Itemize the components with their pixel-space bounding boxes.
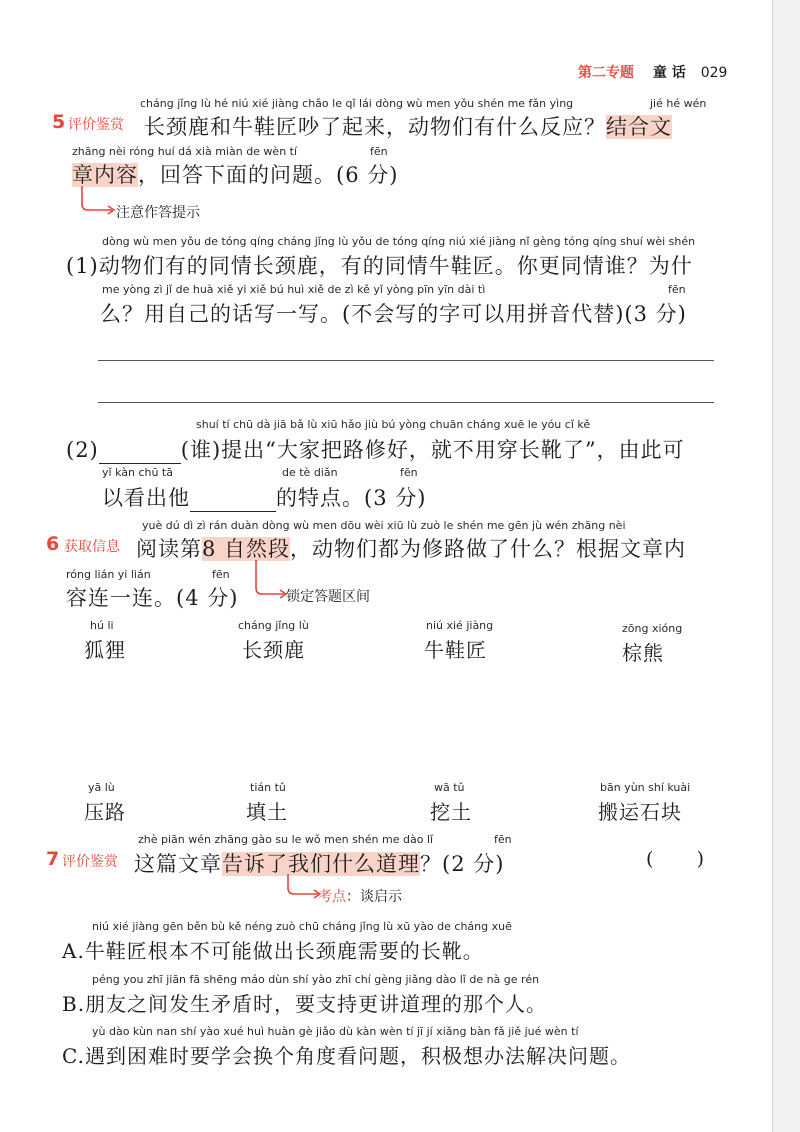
q5-2-line2-pinyin-a: yǐ kàn chū tā (102, 466, 173, 479)
chapter-label: 童 话 (652, 65, 686, 81)
q5-line2: 章内容，回答下面的问题。(6 分) (72, 163, 399, 187)
question-6-tag: 获取信息 (64, 539, 120, 555)
q7-note-label: 考点 (318, 889, 346, 905)
q7-line1-pinyin-b: fēn (494, 833, 512, 846)
action-2[interactable]: 填土 (246, 800, 288, 824)
q5-line1-pinyin-b: jié hé wén (650, 97, 707, 110)
q6-note-arrow (250, 560, 290, 602)
q7-line1-pinyin: zhè piān wén zhāng gào su le wǒ men shén me dào lǐ (138, 833, 434, 846)
option-c-pinyin: yù dào kùn nan shí yào xué huì huàn gè jiǎo dù kàn wèn tí jī jí xiǎng bàn fǎ jiě jué wèn tí (92, 1025, 579, 1038)
action-1[interactable]: 压路 (84, 800, 126, 824)
option-a[interactable]: A.牛鞋匠根本不可能做出长颈鹿需要的长靴。 (62, 939, 484, 963)
section-label: 第二专题 (578, 65, 634, 81)
answer-line-2[interactable] (98, 402, 714, 403)
animal-1[interactable]: 狐狸 (84, 638, 126, 662)
q5-2-line1-pinyin: shuí tí chū dà jiā bǎ lù xiū hǎo jiù bú yòng chuān cháng xuē le yóu cǐ kě (196, 418, 591, 431)
animal-2[interactable]: 长颈鹿 (242, 638, 305, 662)
question-7-number: 7 (46, 848, 60, 870)
q5-line1: 长颈鹿和牛鞋匠吵了起来，动物们有什么反应？结合文 (144, 115, 672, 139)
q6-line1-pinyin: yuè dú dì zì rán duàn dòng wù men dōu wèi xiū lù zuò le shén me gēn jù wén zhāng nèi (142, 519, 626, 532)
q5-2-blank-who[interactable] (99, 441, 181, 464)
page-header (578, 62, 727, 82)
q5-2-line2: 以看出他 的特点。(3 分) (102, 486, 427, 510)
q5-line1-highlight: 结合文 (606, 115, 672, 139)
option-a-pinyin: niú xié jiàng gēn běn bù kě néng zuò chū cháng jǐng lù xū yào de cháng xuē (92, 920, 512, 933)
action-3-pinyin: wā tǔ (434, 781, 465, 794)
q5-note-arrow (78, 186, 118, 216)
q7-highlight: 告诉了我们什么道理 (222, 852, 420, 876)
page-number: 029 (700, 65, 728, 81)
q5-1-line1: (1)动物们有的同情长颈鹿，有的同情牛鞋匠。你更同情谁？为什 (66, 254, 693, 278)
q6-line2-pinyin-b: fēn (212, 568, 230, 581)
question-5-number: 5 (52, 111, 66, 133)
q5-line2-pinyin: zhāng nèi róng huí dá xià miàn de wèn tí (72, 145, 298, 158)
option-b[interactable]: B.朋友之间发生矛盾时，要支持更讲道理的那个人。 (62, 992, 548, 1016)
action-4-pinyin: bān yùn shí kuài (600, 781, 691, 794)
answer-line-1[interactable] (98, 360, 714, 361)
q5-1-line2-pinyin: me yòng zì jǐ de huà xiě yi xiě bú huì xiě de zì kě yǐ yòng pīn yīn dài tì (102, 283, 486, 296)
action-4[interactable]: 搬运石块 (598, 800, 682, 824)
q6-line2: 容连一连。(4 分) (66, 586, 239, 610)
q5-line1-pinyin: cháng jǐng lù hé niú xié jiàng chǎo le qǐ lái dòng wù men yǒu shén me fǎn yìng (140, 97, 574, 110)
question-5-tag: 评价鉴赏 (68, 117, 124, 133)
action-3[interactable]: 挖土 (430, 800, 472, 824)
action-2-pinyin: tián tǔ (250, 781, 286, 794)
q5-line2-highlight: 章内容 (72, 163, 138, 187)
question-7-tag: 评价鉴赏 (62, 854, 118, 870)
animal-3-pinyin: niú xié jiàng (426, 619, 494, 632)
option-b-pinyin: péng you zhī jiān fā shēng máo dùn shí yào zhī chí gèng jiǎng dào lǐ de nà ge rén (92, 973, 540, 986)
q6-line1: 阅读第8 自然段，动物们都为修路做了什么？根据文章内 (136, 537, 687, 561)
question-6-number: 6 (46, 533, 60, 555)
animal-4-pinyin: zōng xióng (622, 622, 683, 635)
animal-2-pinyin: cháng jǐng lù (238, 619, 309, 632)
animal-1-pinyin: hú li (90, 619, 114, 632)
q5-1-line2: 么？用自己的话写一写。(不会写的字可以用拼音代替)(3 分) (100, 302, 687, 326)
animal-4[interactable]: 棕熊 (622, 641, 664, 665)
q5-note: 注意作答提示 (116, 205, 200, 221)
q5-line2-pinyin-b: fēn (370, 145, 388, 158)
q5-1-line1-pinyin: dòng wù men yǒu de tóng qíng cháng jǐng lù yǒu de tóng qíng niú xié jiàng nǐ gèng tóng qíng shuí wèi shén (102, 235, 696, 248)
q7-answer-paren[interactable]: ( ) (646, 848, 706, 870)
q5-1-line2-pinyin-b: fēn (668, 283, 686, 296)
q6-highlight: 8 自然段 (202, 537, 291, 561)
q5-2-line2-pinyin-b: de tè diǎn (282, 466, 338, 479)
action-1-pinyin: yā lù (88, 781, 115, 794)
q5-2-line2-pinyin-c: fēn (400, 466, 418, 479)
q6-note: 锁定答题区间 (286, 589, 370, 605)
page-edge (772, 0, 800, 1132)
option-c[interactable]: C.遇到困难时要学会换个角度看问题，积极想办法解决问题。 (62, 1044, 631, 1068)
q5-2-blank-trait[interactable] (190, 489, 276, 512)
q7-note: 考点：谈启示 (318, 889, 402, 905)
animal-3[interactable]: 牛鞋匠 (424, 638, 487, 662)
q7-line1: 这篇文章告诉了我们什么道理？(2 分) (134, 852, 505, 876)
q5-2-line1: (2) (谁)提出“大家把路修好，就不用穿长靴了”，由此可 (66, 438, 685, 462)
q6-line2-pinyin: róng lián yi lián (66, 568, 151, 581)
